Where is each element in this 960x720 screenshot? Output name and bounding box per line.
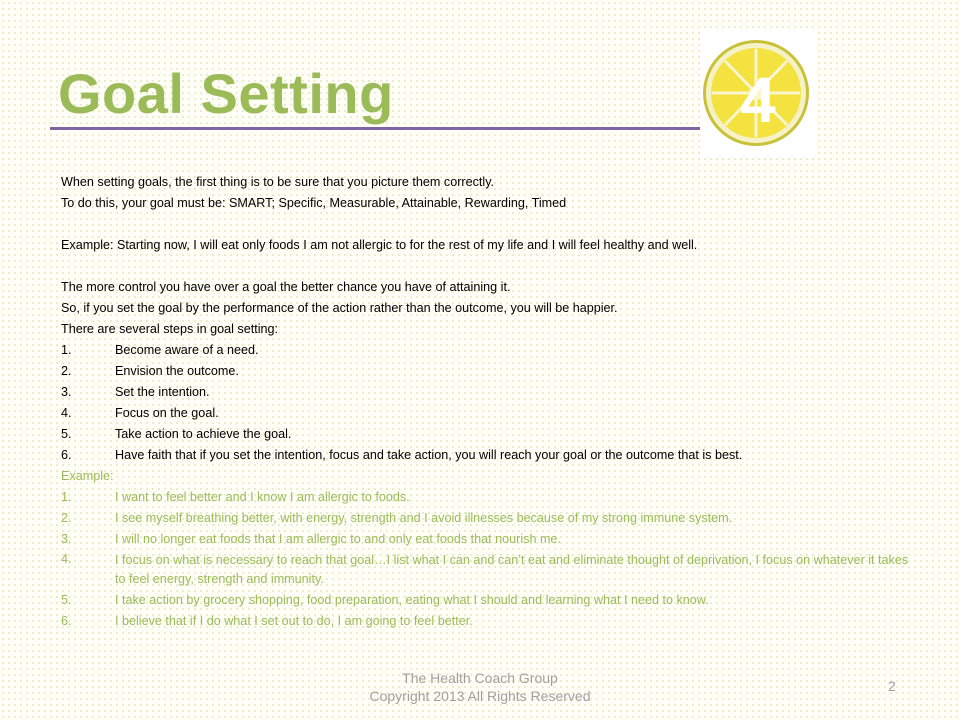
example-list-item: 1. I want to feel better and I know I am allergic to foods.	[61, 490, 410, 504]
example-list-item: 5. I take action by grocery shopping, food preparation, eating what I should and learning what I need to know.	[61, 593, 709, 607]
list-item: 1. Become aware of a need.	[61, 343, 259, 357]
lemon-badge	[700, 28, 816, 158]
page-number: 2	[888, 678, 896, 694]
slide-body	[61, 172, 921, 632]
example-paragraph: Example: Starting now, I will eat only foods I am not allergic to for the rest of my life and I will feel healthy and well.	[61, 238, 698, 252]
example-list-item: 3. I will no longer eat foods that I am allergic to and only eat foods that nourish me.	[61, 532, 561, 546]
slide-title: Goal Setting	[58, 62, 394, 125]
smart-paragraph: To do this, your goal must be: SMART; Specific, Measurable, Attainable, Rewarding, Timed	[61, 196, 567, 210]
example-list-item: 6. I believe that if I do what I set out to do, I am going to feel better.	[61, 614, 473, 628]
steps-intro: There are several steps in goal setting:	[61, 322, 279, 336]
intro-paragraph: When setting goals, the first thing is to be sure that you picture them correctly.	[61, 175, 495, 189]
list-item: 4. Focus on the goal.	[61, 406, 219, 420]
footer-copyright: Copyright 2013 All Rights Reserved	[369, 688, 591, 704]
control-paragraph: The more control you have over a goal the better chance you have of attaining it.	[61, 280, 511, 294]
list-item: 5. Take action to achieve the goal.	[61, 427, 292, 441]
footer	[330, 669, 630, 705]
list-item: 6. Have faith that if you set the intention, focus and take action, you will reach your goal or the outcome that is best.	[61, 448, 743, 462]
list-item: 2. Envision the outcome.	[61, 364, 239, 378]
example-list-item: 4. I focus on what is necessary to reach that goal…I list what I can and can’t eat and eliminate thought of deprivation, I focus on whatever it takes to feel energy, strength and immunity.	[61, 552, 909, 586]
title-underline	[50, 127, 710, 130]
badge-number: 4	[740, 64, 776, 136]
performance-paragraph: So, if you set the goal by the performance of the action rather than the outcome, you will be happier.	[61, 301, 618, 315]
example-label: Example:	[61, 469, 114, 483]
footer-company: The Health Coach Group	[402, 670, 558, 686]
example-list-item: 2. I see myself breathing better, with energy, strength and I avoid illnesses because of my strong immune system.	[61, 511, 733, 525]
list-item: 3. Set the intention.	[61, 385, 210, 399]
